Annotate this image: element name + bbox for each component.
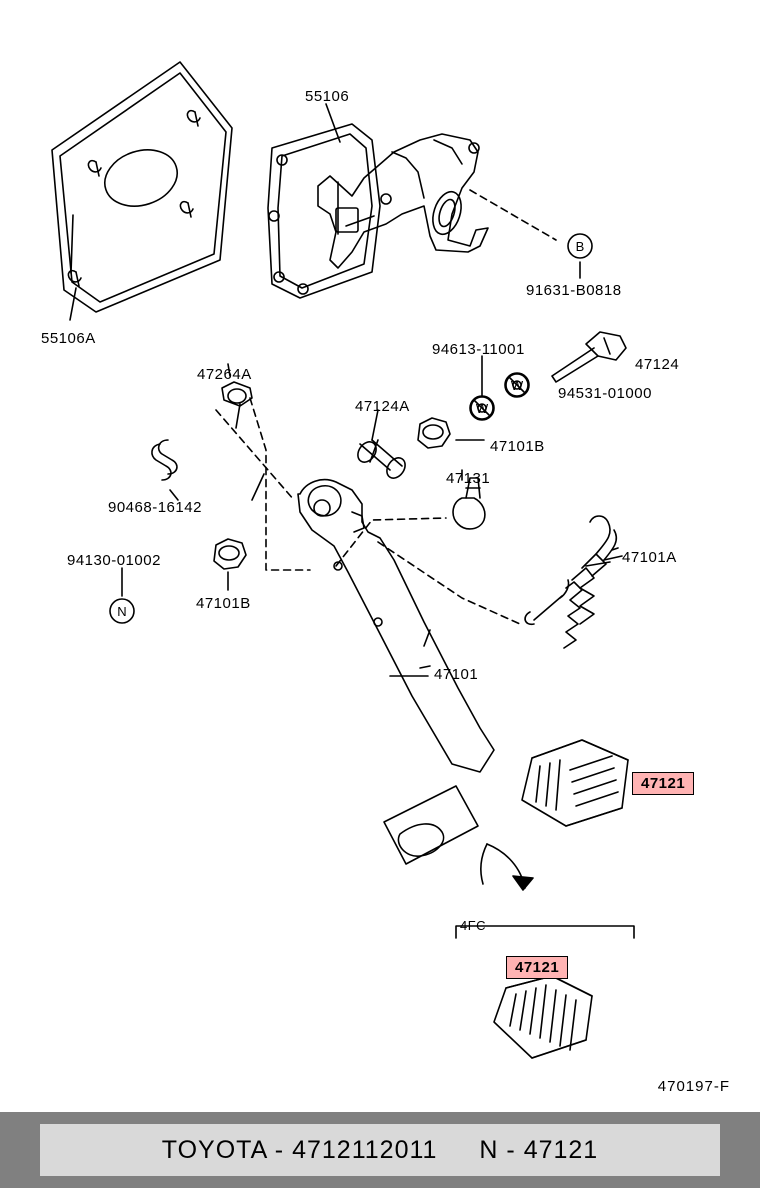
callout-91631-b0818[interactable]: 91631-B0818 (526, 282, 622, 299)
figure-code: 470197-F (657, 1078, 730, 1095)
svg-text:N: N (117, 604, 127, 619)
callout-47264a[interactable]: 47264A (197, 366, 252, 383)
callout-47131[interactable]: 47131 (446, 470, 491, 487)
callout-55106a[interactable]: 55106A (41, 330, 96, 347)
footer-caption (40, 1124, 720, 1176)
variant-note-4fc: 4FC (460, 918, 487, 933)
callout-47101b-right[interactable]: 47101B (490, 438, 545, 455)
callout-55106[interactable]: 55106 (305, 88, 350, 105)
callout-47124a[interactable]: 47124A (355, 398, 410, 415)
callout-47121-highlight-main[interactable]: 47121 (632, 772, 694, 795)
footer-brand: TOYOTA - (161, 1135, 285, 1164)
callout-94613-11001[interactable]: 94613-11001 (432, 341, 525, 358)
callout-47101[interactable]: 47101 (434, 666, 479, 683)
callout-90468-16142[interactable]: 90468-16142 (108, 499, 202, 516)
svg-text:W: W (475, 401, 489, 416)
callout-94130-01002[interactable]: 94130-01002 (67, 552, 161, 569)
callout-47101b-left[interactable]: 47101B (196, 595, 251, 612)
callout-47101a[interactable]: 47101A (622, 549, 677, 566)
callout-47121-highlight-variant[interactable]: 47121 (506, 956, 568, 979)
footer-brand-and-part (162, 1136, 438, 1165)
footer-suffix: N - 47121 (479, 1135, 599, 1164)
svg-text:B: B (575, 239, 585, 254)
svg-text:W: W (510, 378, 524, 393)
footer-part-number: 4712112011 (292, 1135, 438, 1164)
callout-94531-01000[interactable]: 94531-01000 (558, 385, 652, 402)
footer-bar (0, 1112, 760, 1188)
callout-47124[interactable]: 47124 (635, 356, 680, 373)
